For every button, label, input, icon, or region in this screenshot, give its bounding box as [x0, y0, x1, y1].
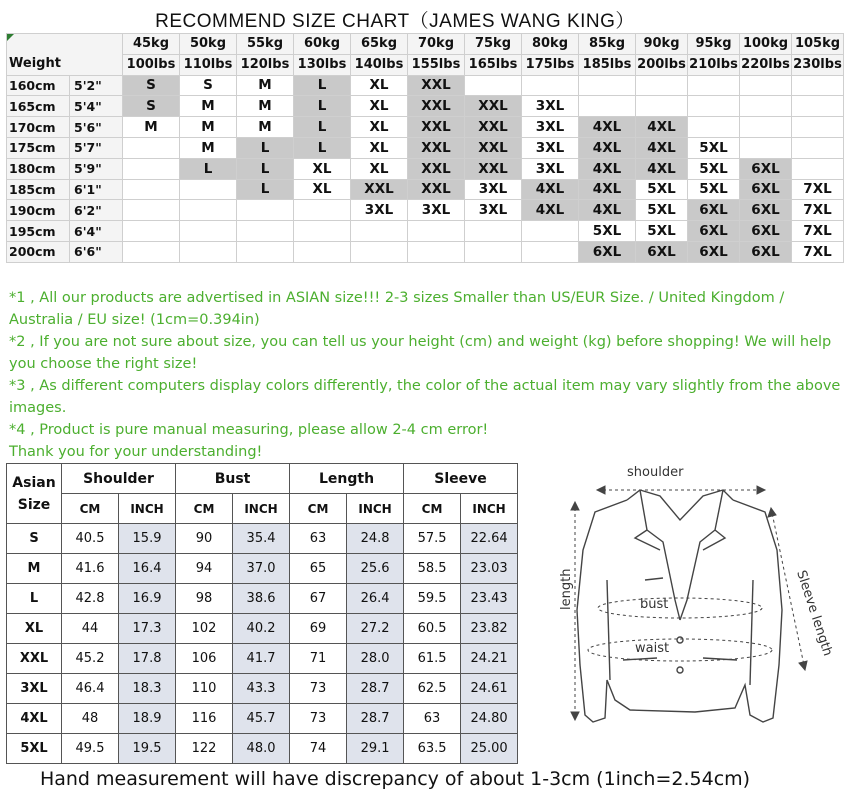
height-row [7, 96, 844, 117]
inch-value: 40.2 [233, 614, 290, 644]
inch-value: 24.8 [347, 524, 404, 554]
cm-value: 63.5 [404, 734, 461, 764]
table-corner [7, 34, 123, 76]
inch-value: 23.82 [461, 614, 518, 644]
size-cell: 7XL [792, 200, 844, 221]
cm-value: 44 [62, 614, 119, 644]
weight-lbs-header: 100lbs [123, 54, 180, 75]
cm-value: 110 [176, 674, 233, 704]
size-cell: S [123, 75, 180, 96]
measure-row [7, 674, 518, 704]
size-label-cell: 4XL [7, 704, 62, 734]
size-cell [522, 221, 579, 242]
jacket-diagram [535, 460, 845, 760]
unit-header: INCH [119, 494, 176, 524]
measure-row [7, 584, 518, 614]
height-row [7, 75, 844, 96]
size-cell: XXL [408, 179, 465, 200]
size-cell [123, 137, 180, 158]
size-label-cell: 5XL [7, 734, 62, 764]
height-cm: 165cm [7, 96, 70, 117]
size-cell: 4XL [579, 179, 636, 200]
size-cell [123, 179, 180, 200]
size-cell [522, 241, 579, 262]
size-cell: 4XL [636, 158, 688, 179]
height-row [7, 117, 844, 138]
size-label-cell: L [7, 584, 62, 614]
inch-value: 16.4 [119, 554, 176, 584]
height-ft: 6'1" [70, 179, 123, 200]
height-cm: 170cm [7, 117, 70, 138]
cm-value: 42.8 [62, 584, 119, 614]
size-cell: XL [294, 179, 351, 200]
size-notes [9, 287, 845, 463]
inch-value: 18.3 [119, 674, 176, 704]
note-4: *4 , Product is pure manual measuring, please allow 2-4 cm error! [9, 422, 489, 438]
height-cm: 180cm [7, 158, 70, 179]
cm-value: 59.5 [404, 584, 461, 614]
cm-value: 58.5 [404, 554, 461, 584]
size-cell [688, 96, 740, 117]
height-row [7, 137, 844, 158]
size-cell [123, 200, 180, 221]
inch-value: 23.03 [461, 554, 518, 584]
weight-lbs-header: 120lbs [237, 54, 294, 75]
size-cell: 3XL [465, 200, 522, 221]
size-cell: L [180, 158, 237, 179]
cm-value: 60.5 [404, 614, 461, 644]
size-cell [180, 179, 237, 200]
cm-value: 41.6 [62, 554, 119, 584]
size-label-cell: S [7, 524, 62, 554]
weight-lbs-header: 220lbs [740, 54, 792, 75]
cm-value: 45.2 [62, 644, 119, 674]
size-cell [688, 75, 740, 96]
inch-value: 35.4 [233, 524, 290, 554]
size-cell: XL [351, 137, 408, 158]
size-cell: 6XL [688, 241, 740, 262]
asian-label: Asian [12, 474, 56, 491]
size-cell: L [237, 158, 294, 179]
height-cm: 200cm [7, 241, 70, 262]
size-cell: 6XL [740, 241, 792, 262]
size-cell: 6XL [579, 241, 636, 262]
size-cell: 7XL [792, 221, 844, 242]
size-cell [465, 221, 522, 242]
size-cell [123, 241, 180, 262]
inch-value: 16.9 [119, 584, 176, 614]
weight-kg-header: 95kg [688, 34, 740, 55]
weight-kg-header: 60kg [294, 34, 351, 55]
size-cell: XXL [351, 179, 408, 200]
size-cell [792, 75, 844, 96]
corner-mark-icon [7, 34, 14, 41]
inch-value: 45.7 [233, 704, 290, 734]
weight-kg-header: 70kg [408, 34, 465, 55]
shoulder-arrow [597, 486, 765, 494]
weight-kg-header: 65kg [351, 34, 408, 55]
weight-lbs-header: 130lbs [294, 54, 351, 75]
shoulder-label: shoulder [627, 465, 684, 480]
weight-kg-header: 90kg [636, 34, 688, 55]
weight-lbs-header: 140lbs [351, 54, 408, 75]
size-cell: XXL [465, 158, 522, 179]
inch-value: 24.21 [461, 644, 518, 674]
size-cell [180, 221, 237, 242]
cm-value: 122 [176, 734, 233, 764]
inch-value: 17.3 [119, 614, 176, 644]
cm-value: 57.5 [404, 524, 461, 554]
size-cell: XXL [465, 137, 522, 158]
cm-value: 69 [290, 614, 347, 644]
weight-lbs-header: 155lbs [408, 54, 465, 75]
size-cell [294, 241, 351, 262]
weight-kg-header: 105kg [792, 34, 844, 55]
unit-header: CM [290, 494, 347, 524]
waist-label: waist [635, 641, 670, 656]
size-cell [237, 221, 294, 242]
size-cell: 5XL [688, 179, 740, 200]
size-cell [408, 221, 465, 242]
size-cell: XXL [408, 117, 465, 138]
size-cell: 6XL [740, 221, 792, 242]
inch-value: 28.7 [347, 704, 404, 734]
size-cell: 4XL [636, 117, 688, 138]
note-1: *1 , All our products are advertised in ASIAN size!!! 2-3 sizes Smaller than US/EUR Size. / United Kingdom / Australia / EU size! (1cm=0.394in) [9, 290, 785, 328]
size-cell: M [180, 96, 237, 117]
height-row [7, 200, 844, 221]
bust-label: bust [640, 597, 669, 612]
weight-lbs-header: 210lbs [688, 54, 740, 75]
inch-value: 18.9 [119, 704, 176, 734]
height-ft: 5'6" [70, 117, 123, 138]
size-cell: L [294, 137, 351, 158]
size-cell: 6XL [740, 200, 792, 221]
height-cm: 160cm [7, 75, 70, 96]
size-cell: XL [294, 158, 351, 179]
size-cell: 3XL [465, 179, 522, 200]
cm-value: 62.5 [404, 674, 461, 704]
weight-kg-header: 45kg [123, 34, 180, 55]
size-cell: 6XL [688, 221, 740, 242]
cm-value: 61.5 [404, 644, 461, 674]
size-cell: XXL [408, 75, 465, 96]
size-cell: 4XL [579, 137, 636, 158]
height-cm: 185cm [7, 179, 70, 200]
size-cell: 3XL [522, 96, 579, 117]
height-ft: 6'4" [70, 221, 123, 242]
inch-value: 22.64 [461, 524, 518, 554]
cm-value: 94 [176, 554, 233, 584]
size-cell [792, 96, 844, 117]
size-cell [636, 75, 688, 96]
size-cell: XXL [408, 96, 465, 117]
sleeve-label: Sleeve length [793, 568, 836, 658]
size-cell [123, 158, 180, 179]
inch-value: 24.80 [461, 704, 518, 734]
size-cell: 4XL [579, 200, 636, 221]
cm-value: 90 [176, 524, 233, 554]
height-ft: 5'9" [70, 158, 123, 179]
cm-value: 48 [62, 704, 119, 734]
size-cell: 6XL [740, 179, 792, 200]
inch-value: 23.43 [461, 584, 518, 614]
unit-row [7, 494, 518, 524]
cm-value: 46.4 [62, 674, 119, 704]
size-cell [579, 96, 636, 117]
size-cell [522, 75, 579, 96]
size-cell: XL [351, 117, 408, 138]
weight-kg-header: 80kg [522, 34, 579, 55]
height-row [7, 221, 844, 242]
measure-group-header: Bust [176, 464, 290, 494]
size-cell [465, 75, 522, 96]
weight-kg-header: 100kg [740, 34, 792, 55]
size-cell: 6XL [636, 241, 688, 262]
unit-header: INCH [461, 494, 518, 524]
size-cell: 4XL [579, 117, 636, 138]
measure-row [7, 554, 518, 584]
size-cell [579, 75, 636, 96]
inch-value: 28.7 [347, 674, 404, 704]
size-cell: 7XL [792, 241, 844, 262]
size-cell: L [237, 179, 294, 200]
size-label-cell: XXL [7, 644, 62, 674]
size-cell [792, 117, 844, 138]
size-label: Size [17, 496, 51, 513]
size-cell [351, 241, 408, 262]
waist-ellipse [588, 639, 772, 661]
size-cell: 7XL [792, 179, 844, 200]
size-cell: L [294, 75, 351, 96]
height-ft: 5'7" [70, 137, 123, 158]
size-cell [180, 200, 237, 221]
cm-value: 106 [176, 644, 233, 674]
bust-ellipse [598, 598, 762, 618]
corner-weight-label: Weight [9, 56, 61, 71]
size-cell [740, 75, 792, 96]
inch-value: 41.7 [233, 644, 290, 674]
height-ft: 6'6" [70, 241, 123, 262]
size-cell: 5XL [688, 158, 740, 179]
unit-header: INCH [347, 494, 404, 524]
footer-note: Hand measurement will have discrepancy of about 1-3cm (1inch=2.54cm) [39, 768, 751, 790]
height-ft: 5'4" [70, 96, 123, 117]
measure-group-header: Length [290, 464, 404, 494]
measure-group-row [7, 464, 518, 494]
cm-value: 71 [290, 644, 347, 674]
weight-lbs-header: 110lbs [180, 54, 237, 75]
size-cell [180, 241, 237, 262]
size-cell: XL [351, 96, 408, 117]
size-cell: M [180, 117, 237, 138]
inch-value: 48.0 [233, 734, 290, 764]
cm-value: 98 [176, 584, 233, 614]
unit-header: CM [62, 494, 119, 524]
weight-kg-header: 75kg [465, 34, 522, 55]
height-cm: 190cm [7, 200, 70, 221]
cm-value: 102 [176, 614, 233, 644]
inch-value: 19.5 [119, 734, 176, 764]
inch-value: 25.6 [347, 554, 404, 584]
size-cell: M [237, 96, 294, 117]
size-cell: S [123, 96, 180, 117]
cm-value: 40.5 [62, 524, 119, 554]
inch-value: 26.4 [347, 584, 404, 614]
size-cell [688, 117, 740, 138]
size-cell [740, 137, 792, 158]
size-cell [636, 96, 688, 117]
cm-value: 73 [290, 674, 347, 704]
note-2: *2 , If you are not sure about size, you can tell us your height (cm) and weight (kg) before shopping! We will help you choose the right size! [9, 334, 832, 372]
inch-value: 28.0 [347, 644, 404, 674]
size-cell: XL [351, 75, 408, 96]
size-cell [237, 200, 294, 221]
measure-row [7, 704, 518, 734]
measurement-table [6, 463, 518, 764]
chart-title: RECOMMEND SIZE CHART（JAMES WANG KING） [155, 11, 635, 32]
inch-value: 43.3 [233, 674, 290, 704]
inch-value: 27.2 [347, 614, 404, 644]
note-3: *3 , As different computers display colors differently, the color of the actual item may vary slightly from the above images. [9, 378, 841, 416]
weight-lbs-row [7, 54, 844, 75]
inch-value: 17.8 [119, 644, 176, 674]
inch-value: 24.61 [461, 674, 518, 704]
cm-value: 116 [176, 704, 233, 734]
height-row [7, 179, 844, 200]
cm-value: 74 [290, 734, 347, 764]
size-cell [408, 241, 465, 262]
size-cell [123, 221, 180, 242]
height-row [7, 158, 844, 179]
measure-row [7, 644, 518, 674]
cm-value: 63 [404, 704, 461, 734]
size-cell [792, 158, 844, 179]
unit-header: CM [404, 494, 461, 524]
unit-header: INCH [233, 494, 290, 524]
size-cell: XXL [465, 96, 522, 117]
size-cell: 3XL [522, 117, 579, 138]
recommend-size-table [6, 33, 844, 263]
size-cell: XXL [465, 117, 522, 138]
height-cm: 195cm [7, 221, 70, 242]
size-label-cell: 3XL [7, 674, 62, 704]
size-cell: 5XL [688, 137, 740, 158]
height-ft: 5'2" [70, 75, 123, 96]
size-cell: 6XL [740, 158, 792, 179]
size-cell: 4XL [636, 137, 688, 158]
inch-value: 38.6 [233, 584, 290, 614]
size-cell [792, 137, 844, 158]
inch-value: 29.1 [347, 734, 404, 764]
size-cell: XXL [408, 137, 465, 158]
size-cell: M [180, 137, 237, 158]
inch-value: 15.9 [119, 524, 176, 554]
size-cell [740, 96, 792, 117]
cm-value: 49.5 [62, 734, 119, 764]
size-cell: L [237, 137, 294, 158]
size-cell: 6XL [688, 200, 740, 221]
size-cell: M [237, 117, 294, 138]
inch-value: 37.0 [233, 554, 290, 584]
unit-header: CM [176, 494, 233, 524]
size-cell: 5XL [636, 200, 688, 221]
size-cell: 4XL [579, 158, 636, 179]
size-cell: 3XL [408, 200, 465, 221]
length-arrow [571, 502, 579, 720]
size-cell: 4XL [522, 179, 579, 200]
size-cell: S [180, 75, 237, 96]
size-cell: 5XL [579, 221, 636, 242]
size-cell: 5XL [636, 179, 688, 200]
measure-row [7, 734, 518, 764]
height-cm: 175cm [7, 137, 70, 158]
height-ft: 6'2" [70, 200, 123, 221]
cm-value: 65 [290, 554, 347, 584]
size-cell: 3XL [351, 200, 408, 221]
inch-value: 25.00 [461, 734, 518, 764]
weight-lbs-header: 200lbs [636, 54, 688, 75]
measure-group-header: Sleeve [404, 464, 518, 494]
cm-value: 73 [290, 704, 347, 734]
size-cell: L [294, 96, 351, 117]
weight-kg-header: 85kg [579, 34, 636, 55]
weight-lbs-header: 175lbs [522, 54, 579, 75]
weight-kg-header: 50kg [180, 34, 237, 55]
jacket-outline [577, 490, 782, 722]
size-label-cell: XL [7, 614, 62, 644]
size-cell: 4XL [522, 200, 579, 221]
weight-kg-header: 55kg [237, 34, 294, 55]
size-cell [294, 221, 351, 242]
length-label: length [559, 568, 574, 610]
size-label-cell: M [7, 554, 62, 584]
measure-group-header: Shoulder [62, 464, 176, 494]
measure-row [7, 524, 518, 554]
size-cell: M [237, 75, 294, 96]
weight-kg-row [7, 34, 844, 55]
size-cell: 3XL [522, 158, 579, 179]
cm-value: 67 [290, 584, 347, 614]
size-cell: XL [351, 158, 408, 179]
weight-lbs-header: 230lbs [792, 54, 844, 75]
size-cell [351, 221, 408, 242]
note-thanks: Thank you for your understanding! [9, 444, 263, 460]
weight-lbs-header: 165lbs [465, 54, 522, 75]
size-cell: XXL [408, 158, 465, 179]
weight-lbs-header: 185lbs [579, 54, 636, 75]
measure-row [7, 614, 518, 644]
size-cell [465, 241, 522, 262]
size-cell [740, 117, 792, 138]
height-row [7, 241, 844, 262]
size-cell: 5XL [636, 221, 688, 242]
asian-size-header [7, 464, 62, 524]
size-cell [237, 241, 294, 262]
size-cell: M [123, 117, 180, 138]
cm-value: 63 [290, 524, 347, 554]
size-cell: L [294, 117, 351, 138]
size-cell: 3XL [522, 137, 579, 158]
size-cell [294, 200, 351, 221]
